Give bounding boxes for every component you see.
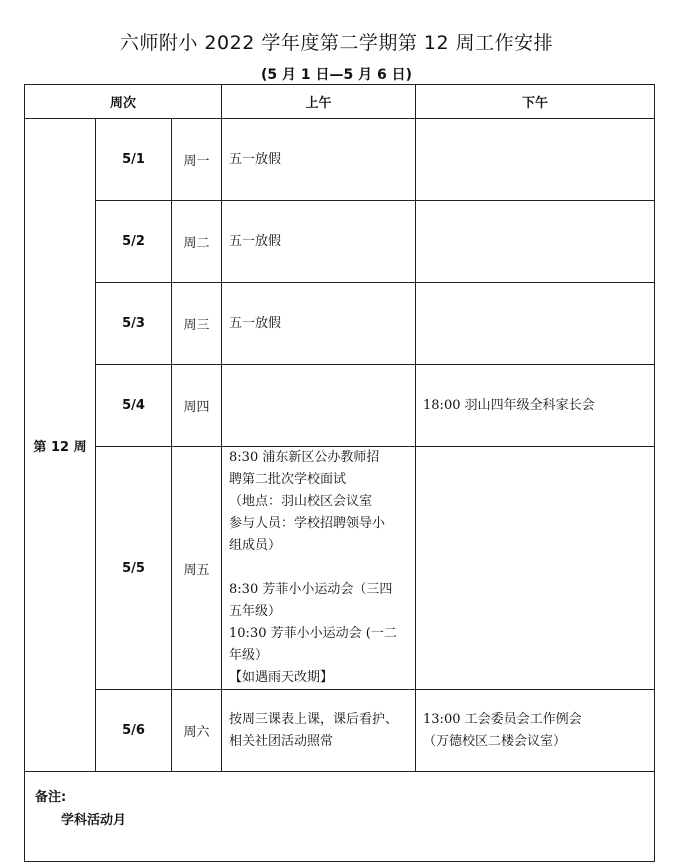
header-afternoon: 下午	[416, 85, 655, 119]
table-row	[25, 447, 655, 690]
table-row	[25, 119, 655, 201]
date-cell: 5/5	[96, 447, 172, 690]
weekday-cell: 周四	[172, 365, 222, 447]
afternoon-cell	[416, 283, 655, 365]
morning-cell: 五一放假	[222, 283, 416, 365]
notes-cell	[25, 772, 655, 862]
date-cell: 5/2	[96, 201, 172, 283]
notes-content: 学科活动月	[61, 813, 127, 828]
weekday-cell: 周六	[172, 690, 222, 772]
date-cell: 5/1	[96, 119, 172, 201]
notes-label: 备注:	[35, 790, 67, 805]
header-row	[25, 85, 655, 119]
notes-row	[25, 772, 655, 862]
schedule-table	[24, 84, 655, 862]
morning-cell: 五一放假	[222, 119, 416, 201]
table-row	[25, 365, 655, 447]
table-row	[25, 690, 655, 772]
weekday-cell: 周一	[172, 119, 222, 201]
weekday-cell: 周二	[172, 201, 222, 283]
morning-cell	[222, 365, 416, 447]
morning-cell: 五一放假	[222, 201, 416, 283]
morning-cell: 8:30 浦东新区公办教师招 聘第二批次学校面试 （地点：羽山校区会议室 参与人员：学校招聘领导小 组成员） 8:30 芳菲小小运动会（三四 五年级） 10:30 芳菲小小运动会 (一二 年级） 【如遇雨天改期】	[222, 447, 416, 690]
weekday-cell: 周三	[172, 283, 222, 365]
morning-cell: 按周三课表上课，课后看护、 相关社团活动照常	[222, 690, 416, 772]
afternoon-cell	[416, 447, 655, 690]
afternoon-cell	[416, 201, 655, 283]
page-title: 六师附小 2022 学年度第二学期第 12 周工作安排	[119, 32, 554, 54]
afternoon-cell	[416, 119, 655, 201]
week-label: 第 12 周	[25, 119, 96, 772]
date-cell: 5/4	[96, 365, 172, 447]
header-morning: 上午	[222, 85, 416, 119]
date-cell: 5/6	[96, 690, 172, 772]
afternoon-cell: 13:00 工会委员会工作例会 （万德校区二楼会议室）	[416, 690, 655, 772]
header-week: 周次	[25, 85, 222, 119]
afternoon-cell: 18:00 羽山四年级全科家长会	[416, 365, 655, 447]
date-cell: 5/3	[96, 283, 172, 365]
table-row	[25, 201, 655, 283]
date-range: (5 月 1 日—5 月 6 日)	[260, 67, 412, 83]
weekday-cell: 周五	[172, 447, 222, 690]
table-row	[25, 283, 655, 365]
